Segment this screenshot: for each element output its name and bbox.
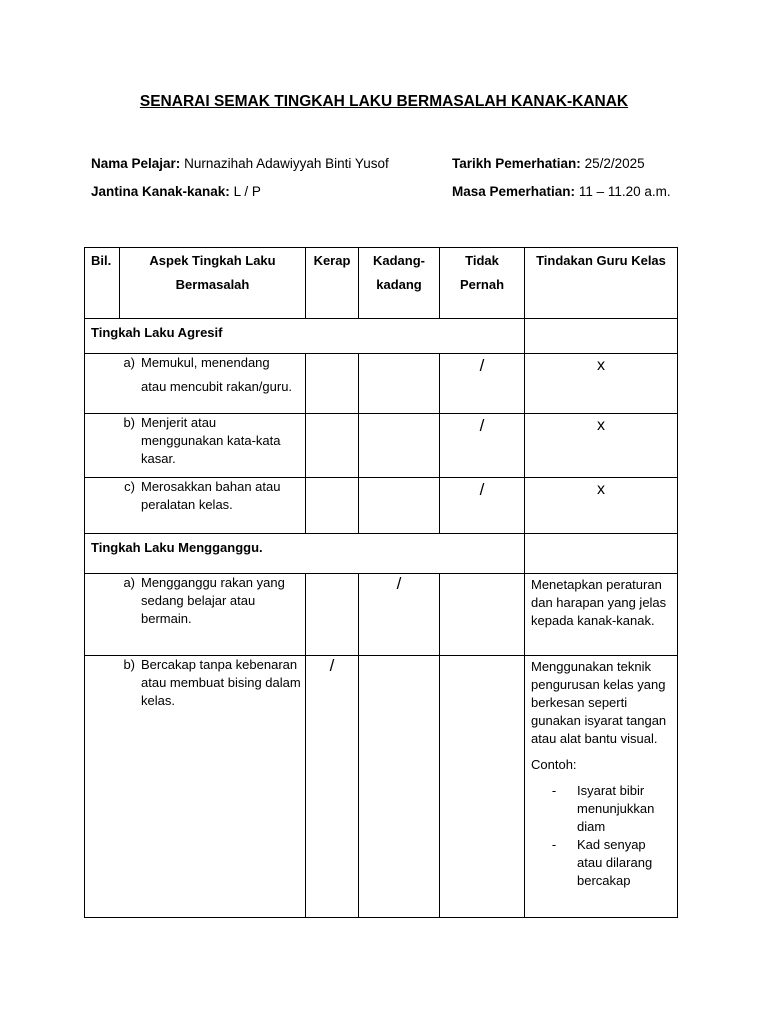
tarikh-pemerhatian [452, 156, 645, 171]
tarikh-value: 25/2/2025 [584, 156, 645, 171]
mark-kadang [359, 414, 440, 478]
bullet-text: Isyarat bibir menunjukkan diam [577, 783, 655, 834]
item-label: a) [123, 575, 135, 590]
jantina-value: L / P [233, 184, 261, 199]
bullet-item [531, 836, 671, 890]
header-aspek-line1: Aspek Tingkah Laku [149, 253, 276, 268]
bullet-dash: - [551, 837, 557, 852]
table-row [85, 414, 678, 478]
contoh-label: Contoh: [531, 757, 577, 772]
header-kadang-line2: kadang [376, 277, 422, 292]
mark-tidak: / [440, 354, 525, 414]
jantina-label: Jantina Kanak-kanak: [91, 184, 230, 199]
item-label: a) [123, 355, 135, 370]
header-tidak-line2: Pernah [459, 277, 505, 292]
header-tidak-line1: Tidak [465, 253, 499, 268]
mark-tidak: / [440, 414, 525, 478]
nama-pelajar [91, 156, 389, 171]
item-text: Menjerit atau menggunakan kata-kata kasar. [141, 415, 281, 466]
section-title-mengganggu: Tingkah Laku Mengganggu. [85, 534, 525, 574]
tindakan-note [525, 656, 678, 918]
masa-pemerhatian [452, 184, 671, 199]
header-kadang-line1: Kadang- [373, 253, 425, 268]
section-title-agresif: Tingkah Laku Agresif [85, 319, 525, 354]
page-title: SENARAI SEMAK TINGKAH LAKU BERMASALAH KANAK-KANAK [139, 93, 629, 110]
header-aspek-line2: Bermasalah [175, 277, 250, 292]
item-text-line1: Memukul, menendang [141, 355, 270, 370]
mark-kerap: / [306, 656, 359, 918]
tindakan-mark: x [525, 414, 678, 478]
header-aspek [120, 248, 306, 319]
nama-pelajar-value: Nurnazihah Adawiyyah Binti Yusof [184, 156, 389, 171]
table-row [85, 478, 678, 534]
bullet-text: Kad senyap atau dilarang bercakap [577, 837, 653, 888]
item-label: b) [123, 657, 135, 672]
item-text: Bercakap tanpa kebenaran atau membuat bising dalam kelas. [141, 657, 301, 708]
masa-label: Masa Pemerhatian: [452, 184, 576, 199]
tindakan-text: Menetapkan peraturan dan harapan yang jelas kepada kanak-kanak. [525, 574, 678, 656]
tindakan-mark: x [525, 478, 678, 534]
section-row [85, 534, 678, 574]
item-text: Merosakkan bahan atau peralatan kelas. [141, 479, 281, 512]
header-tindakan: Tindakan Guru Kelas [525, 248, 678, 319]
mark-kerap [306, 354, 359, 414]
mark-kadang [359, 478, 440, 534]
bullet-dash: - [551, 783, 557, 798]
tindakan-mark: x [525, 354, 678, 414]
mark-kerap [306, 574, 359, 656]
mark-tidak [440, 574, 525, 656]
mark-tidak: / [440, 478, 525, 534]
header-tidak-pernah [440, 248, 525, 319]
table-row [85, 656, 678, 918]
mark-kadang [359, 354, 440, 414]
mark-kadang: / [359, 574, 440, 656]
tindakan-text: Menggunakan teknik pengurusan kelas yang berkesan seperti gunakan isyarat tangan atau alat bantu visual. [531, 659, 667, 746]
header-bil: Bil. [85, 248, 120, 319]
item-label: b) [123, 415, 135, 430]
mark-tidak [440, 656, 525, 918]
nama-pelajar-label: Nama Pelajar: [91, 156, 181, 171]
item-text: Mengganggu rakan yang sedang belajar atau bermain. [141, 575, 285, 626]
tarikh-label: Tarikh Pemerhatian: [452, 156, 581, 171]
item-label: c) [124, 479, 135, 494]
table-row [85, 574, 678, 656]
section-row [85, 319, 678, 354]
item-text-line2: atau mencubit rakan/guru. [141, 379, 293, 394]
checklist-table [84, 247, 678, 918]
header-kerap: Kerap [306, 248, 359, 319]
bullet-item [531, 782, 671, 836]
mark-kerap [306, 478, 359, 534]
header-row [85, 248, 678, 319]
header-kadang [359, 248, 440, 319]
masa-value: 11 – 11.20 a.m. [578, 184, 671, 199]
table-row [85, 354, 678, 414]
jantina [91, 184, 261, 199]
mark-kadang [359, 656, 440, 918]
mark-kerap [306, 414, 359, 478]
